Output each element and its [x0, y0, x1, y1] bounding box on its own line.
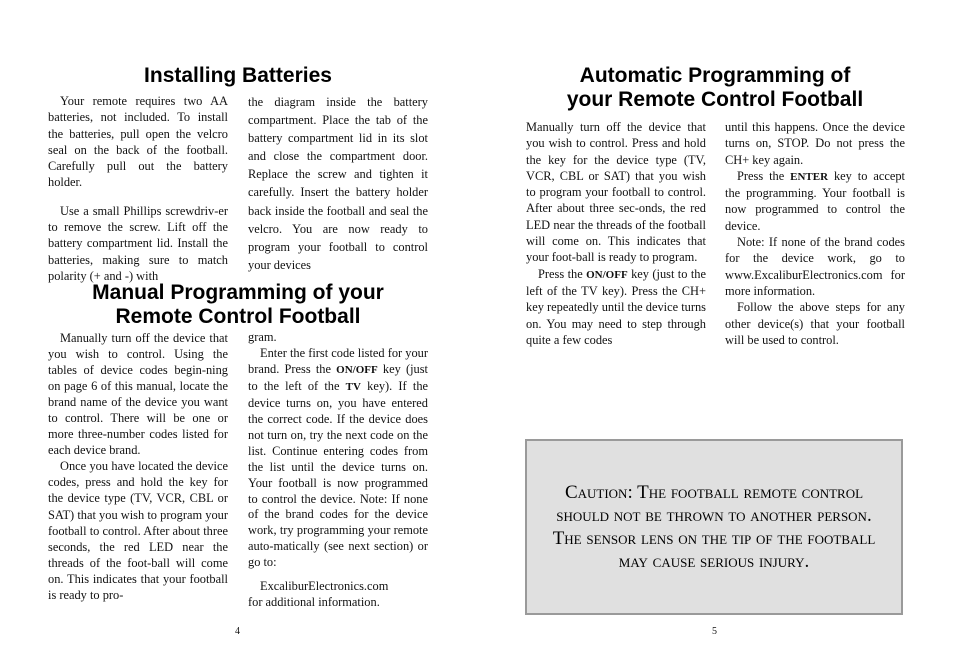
page-number: 4: [235, 626, 240, 637]
auto-paragraph: Manually turn off the device that you wish to control. Press and hold the key for the device type (TV, VCR, CBL or SAT) that you wish to program your football to control. After about three sec-onds, the red LED near the threads of the football will come on. This indicates that your foot-ball is ready to program.: [526, 120, 706, 265]
auto-text: key (just to the left of the TV key). Press the CH+ key repeatedly until the device turns on. You may need to step through quite a few codes: [526, 266, 706, 347]
caution-line-1: Caution: The football remote control: [564, 482, 864, 503]
manual-column-1: [48, 330, 228, 603]
auto-paragraph: [526, 266, 706, 348]
batteries-column-2: [248, 93, 428, 274]
manual-text: key (just to the left of the: [248, 361, 428, 393]
manual-title-line-1: Manual Programming of your: [92, 281, 384, 304]
caution-line-4: may cause serious injury.: [618, 551, 810, 572]
tv-key-label: TV: [345, 380, 361, 393]
manual-text: key). If the device turns on, you have entered the correct code. If the device does not turn on, try the next code on the list. Continue entering codes from the list until the device turns on. Your football is now programmed to control the device. Note: If none of the brand codes for the device work, try programming your remote auto-matically (see next section) or go to:: [248, 378, 429, 570]
auto-column-1: [526, 119, 706, 348]
manual-text: Enter the first code listed for your brand. Press the: [248, 345, 428, 376]
manual-column-2: [248, 330, 428, 611]
manual-programming-title: [48, 281, 428, 329]
batteries-paragraph: the diagram inside the battery compartment. Place the tab of the battery compartment lid in its slot and close the compartment door. Replace the screw and tighten it carefully. Insert the battery holder back inside the football and seal the velcro. You are now ready to program your football to control your devices: [248, 95, 428, 272]
batteries-column-1: [48, 93, 228, 284]
batteries-paragraph: Use a small Phillips screwdriv-er to remove the screw. Lift off the battery compartment lid. Install the batteries, making sure to match polarity (+ and -) with: [48, 203, 228, 283]
auto-paragraph: [725, 168, 905, 234]
on-off-key-label: ON/OFF: [586, 268, 628, 281]
on-off-key-label: ON/OFF: [336, 363, 378, 376]
auto-column-2: [725, 119, 905, 348]
auto-paragraph: Note: If none of the brand codes for the device work, go to www.ExcaliburElectronics.com for more information.: [725, 235, 905, 298]
page-number: 5: [712, 626, 717, 637]
auto-text: Press the: [538, 266, 587, 281]
enter-key-label: ENTER: [790, 170, 829, 183]
manual-title-line-2: Remote Control Football: [115, 305, 361, 328]
caution-line-3: The sensor lens on the tip of the football: [552, 528, 876, 549]
auto-paragraph: until this happens. Once the device turns on, STOP. Do not press the CH+ key again.: [725, 120, 905, 167]
auto-text: key to accept the programming. Your football is now programmed to control the device.: [725, 168, 905, 233]
manual-paragraph: [248, 346, 428, 571]
website-line: ExcaliburElectronics.com: [260, 579, 389, 594]
caution-text: [534, 481, 894, 573]
automatic-programming-title: [520, 64, 910, 112]
caution-line-2: should not be thrown to another person.: [556, 505, 872, 526]
batteries-paragraph: Your remote requires two AA batteries, not included. To install the batteries, pull open the velcro seal on the back of the football. Carefully pull out the battery holder.: [48, 94, 228, 190]
manual-paragraph: Once you have located the device codes, press and hold the key for the device type (TV, VCR, CBL or SAT) that you wish to program your football to control. After about three seconds, the red LED near the threads of the foot-ball will come on. This indicates that your football is ready to pro-: [48, 459, 228, 602]
auto-title-line-2: your Remote Control Football: [566, 88, 864, 111]
auto-paragraph: Follow the above steps for any other device(s) that your football will be used to control.: [725, 300, 905, 347]
manual-paragraph: for additional information.: [248, 595, 380, 610]
manual-paragraph: Manually turn off the device that you wish to control. Using the tables of device codes begin-ning on page 6 of this manual, locate the brand name of the device you want to control. There will be one or more three-number codes listed for each device brand.: [48, 331, 228, 458]
manual-paragraph: gram.: [248, 330, 277, 344]
caution-box: [525, 439, 903, 615]
installing-batteries-title: Installing Batteries: [144, 64, 332, 87]
auto-title-line-1: Automatic Programming of: [579, 64, 851, 87]
auto-text: Press the: [737, 168, 791, 183]
